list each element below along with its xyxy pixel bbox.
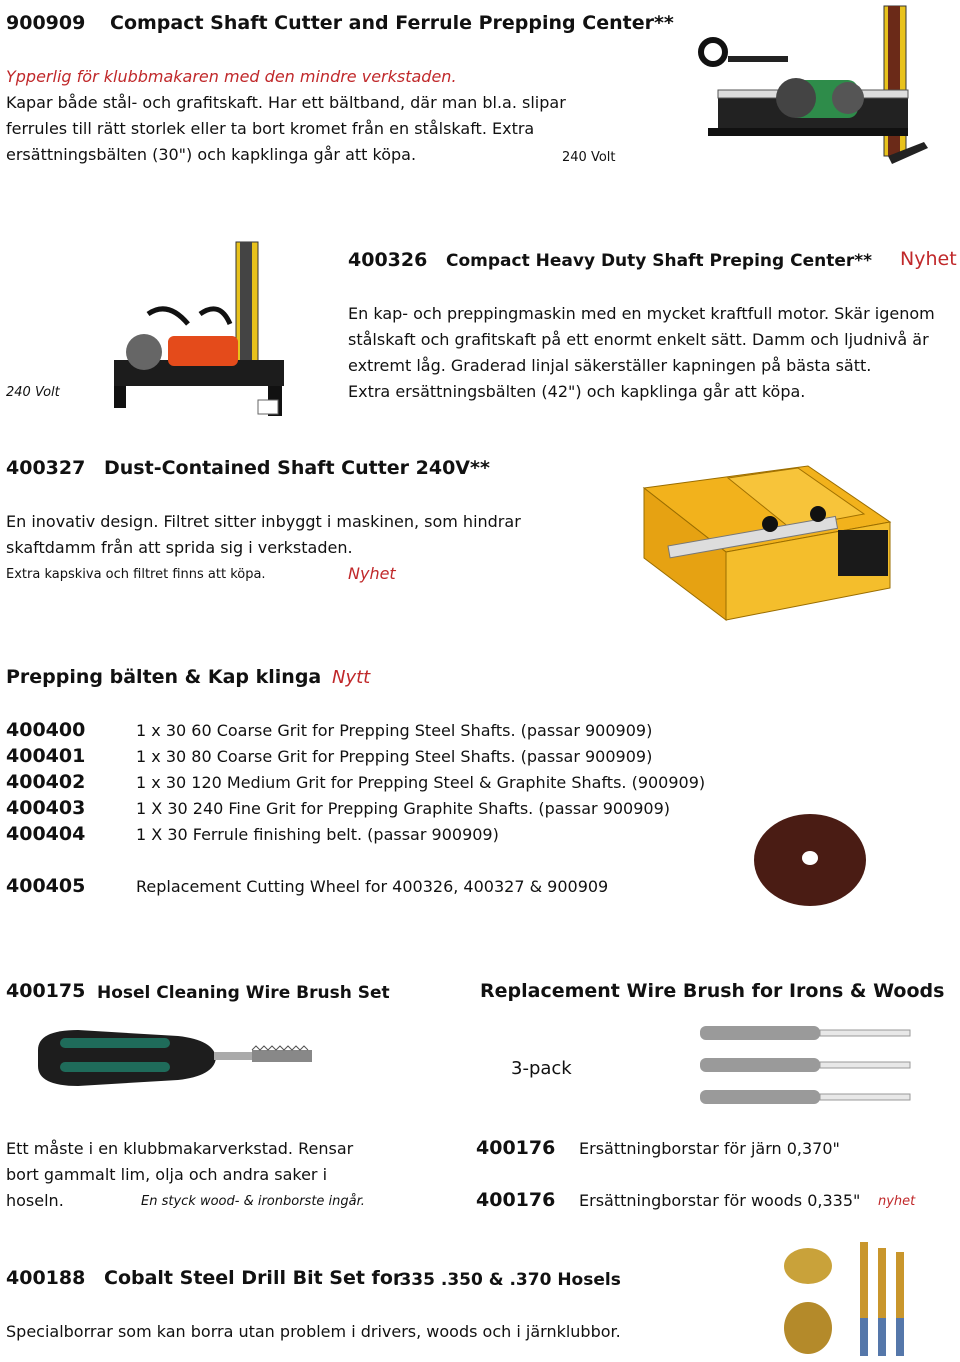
wire-brush-handle-image: [30, 1016, 320, 1114]
item-code: 400404: [6, 823, 86, 845]
item-code: 400402: [6, 771, 86, 793]
new-badge: Nyhet: [900, 248, 957, 270]
item-desc: Replacement Cutting Wheel for 400326, 400327 & 900909: [136, 877, 609, 896]
item-code: 400403: [6, 797, 86, 819]
product-title-400188: Cobalt Steel Drill Bit Set for: [104, 1267, 403, 1289]
tagline: Ypperlig för klubbmakaren med den mindre verkstaden.: [6, 67, 457, 86]
item-desc: Ersättningborstar för järn 0,370": [579, 1139, 840, 1158]
shaft-cutter-900909-image: [688, 2, 938, 178]
product-title-400326: Compact Heavy Duty Shaft Preping Center**: [446, 251, 873, 271]
item-code: 400176: [476, 1137, 556, 1159]
product-code-400188: 400188: [6, 1267, 86, 1289]
desc-line: ersättningsbälten (30") och kapklinga går att köpa.: [6, 145, 417, 164]
item-desc: 1 x 30 80 Coarse Grit for Prepping Steel Shafts. (passar 900909): [136, 747, 653, 766]
pack-label: 3-pack: [511, 1058, 572, 1079]
new-badge: nyhet: [878, 1194, 916, 1209]
product-title-400327: Dust-Contained Shaft Cutter 240V**: [104, 457, 490, 479]
product-title-hosels: .335 .350 & .370 Hosels: [393, 1270, 621, 1290]
product-code-900909: 900909: [6, 12, 86, 34]
drill-bits-image: [782, 1238, 916, 1360]
desc-line: En kap- och preppingmaskin med en mycket kraftfull motor. Skär igenom: [348, 304, 935, 323]
item-code: 400176: [476, 1189, 556, 1211]
item-desc: Ersättningborstar för woods 0,335": [579, 1191, 861, 1210]
dust-shaft-cutter-400327-image: [628, 448, 900, 630]
product-code-400175: 400175: [6, 980, 86, 1002]
product-code-400327: 400327: [6, 457, 86, 479]
replacement-brushes-image: [696, 1018, 916, 1114]
included-note: En styck wood- & ironborste ingår.: [141, 1194, 365, 1209]
product-title-400175: Hosel Cleaning Wire Brush Set: [97, 983, 390, 1003]
desc-line: En inovativ design. Filtret sitter inbyggt i maskinen, som hindrar: [6, 512, 521, 531]
product-title-900909: Compact Shaft Cutter and Ferrule Prepping Center**: [110, 12, 674, 34]
item-desc: 1 X 30 240 Fine Grit for Prepping Graphite Shafts. (passar 900909): [136, 799, 671, 818]
voltage-label: 240 Volt: [6, 385, 60, 400]
desc-line: hoseln.: [6, 1191, 64, 1210]
new-badge: Nyhet: [348, 564, 396, 583]
cutting-wheel-image: [752, 812, 868, 908]
item-code: 400405: [6, 875, 86, 897]
item-code: 400400: [6, 719, 86, 741]
desc-line: Extra ersättningsbälten (42") och kapklinga går att köpa.: [348, 382, 806, 401]
new-badge: Nytt: [332, 667, 371, 688]
desc-line: stålskaft och grafitskaft på ett enormt enkelt sätt. Damm och ljudnivå är: [348, 330, 929, 349]
desc-line: Specialborrar som kan borra utan problem i drivers, woods och i järnklubbor.: [6, 1322, 621, 1341]
desc-line: Kapar både stål- och grafitskaft. Har ett bältband, där man bl.a. slipar: [6, 93, 566, 112]
accessory-note: Extra kapskiva och filtret finns att köpa.: [6, 567, 266, 582]
item-desc: 1 x 30 120 Medium Grit for Prepping Steel & Graphite Shafts. (900909): [136, 773, 706, 792]
desc-line: Ett måste i en klubbmakarverkstad. Rensar: [6, 1139, 354, 1158]
section-title-belts: Prepping bälten & Kap klinga: [6, 666, 322, 688]
desc-line: extremt låg. Graderad linjal säkerställer kapningen på bästa sätt.: [348, 356, 872, 375]
item-desc: 1 X 30 Ferrule finishing belt. (passar 900909): [136, 825, 499, 844]
section-title-wire-brush: Replacement Wire Brush for Irons & Woods: [480, 980, 945, 1002]
item-desc: 1 x 30 60 Coarse Grit for Prepping Steel Shafts. (passar 900909): [136, 721, 653, 740]
voltage-label: 240 Volt: [562, 150, 616, 165]
desc-line: skaftdamm från att sprida sig i verkstaden.: [6, 538, 353, 557]
desc-line: bort gammalt lim, olja och andra saker i: [6, 1165, 328, 1184]
item-code: 400401: [6, 745, 86, 767]
preping-center-400326-image: [108, 236, 290, 420]
desc-line: ferrules till rätt storlek eller ta bort kromet från en stålskaft. Extra: [6, 119, 535, 138]
product-code-400326: 400326: [348, 249, 428, 271]
